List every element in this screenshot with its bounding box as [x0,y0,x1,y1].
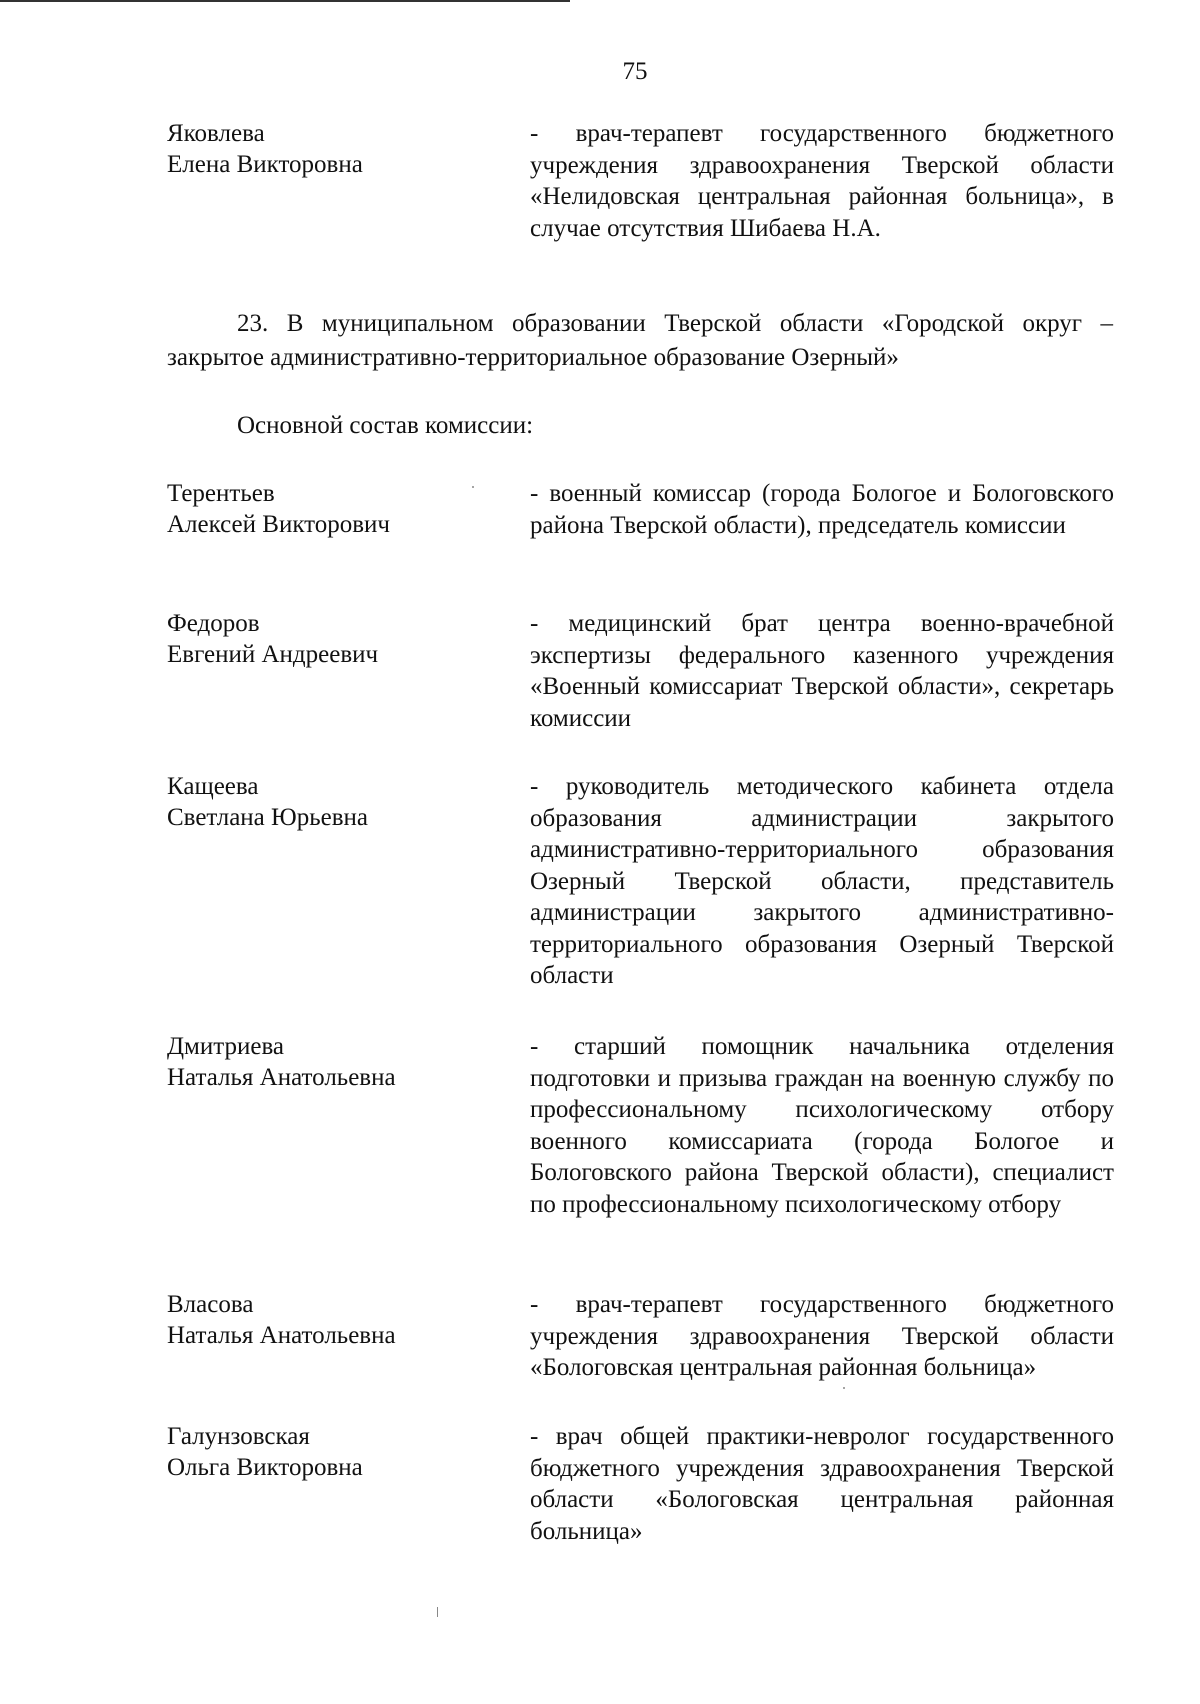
member-name [167,478,507,540]
member-name [167,1421,507,1483]
member-name [167,1289,507,1351]
member-description: - врач-терапевт государственного бюджетного учреждения здравоохранения Тверской области «Бологовская центральная районная больница» [530,1291,1114,1381]
scan-edge-line [0,0,570,2]
member-given-name: Евгений Андреевич [167,641,379,668]
scan-speck [843,1387,845,1389]
member-name [167,608,507,670]
page-number: 75 [622,58,648,85]
scan-speck [437,1607,438,1617]
composition-label: Основной состав комиссии: [237,412,534,439]
member-given-name: Наталья Анатольевна [167,1064,396,1091]
member-description: - врач общей практики-невролог государственного бюджетного учреждения здравоохранения Тверской области «Бологовская центральная районная больница» [530,1423,1114,1545]
member-given-name: Ольга Викторовна [167,1454,363,1481]
member-given-name: Светлана Юрьевна [167,804,369,831]
member-name [167,1031,507,1093]
scan-speck [472,486,474,488]
member-name [167,118,507,180]
member-name [167,771,507,833]
member-description: - военный комиссар (города Бологое и Бологовского района Тверской области), председатель комиссии [530,480,1114,539]
member-description: - руководитель методического кабинета отдела образования администрации закрытого административно-территориального образования Озерный Тверской области, представитель администрации закрытого административно-территориального образования Озерный Тверской области [530,773,1114,989]
member-given-name: Алексей Викторович [167,511,390,538]
member-description: - медицинский брат центра военно-врачебной экспертизы федерального казенного учреждения «Военный комиссариат Тверской области», секретарь комиссии [530,610,1114,732]
member-given-name: Наталья Анатольевна [167,1322,396,1349]
member-surname: Дмитриева [167,1033,285,1060]
member-surname: Яковлева [167,120,265,147]
member-description: - старший помощник начальника отделения подготовки и призыва граждан на военную службу по профессиональному психологическому отбору военного комиссариата (города Бологое и Бологовского района Тверской области), специалист по профессиональному психологическому отбору [530,1033,1114,1218]
member-surname: Терентьев [167,480,275,507]
member-surname: Галунзовская [167,1423,310,1450]
member-description: - врач-терапевт государственного бюджетного учреждения здравоохранения Тверской области «Нелидовская центральная районная больница», в случае отсутствия Шибаева Н.А. [530,120,1114,242]
section-heading: 23. В муниципальном образовании Тверской области «Городской округ – закрытое административно-территориальное образование Озерный» [167,310,1113,371]
member-given-name: Елена Викторовна [167,151,363,178]
member-surname: Кащеева [167,773,259,800]
member-surname: Федоров [167,610,260,637]
member-surname: Власова [167,1291,254,1318]
